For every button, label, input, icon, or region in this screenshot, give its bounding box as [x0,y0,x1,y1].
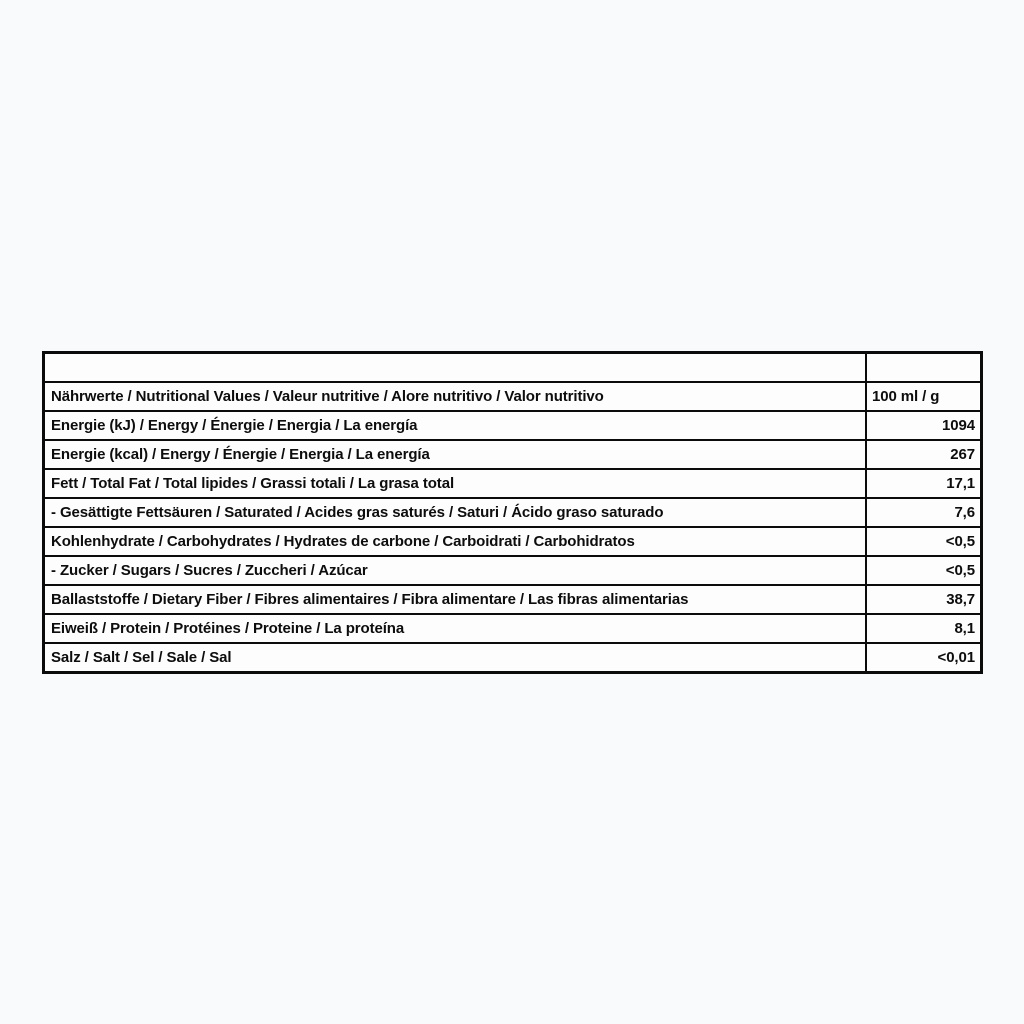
row-label: Energie (kcal) / Energy / Énergie / Energia / La energía [45,441,867,468]
row-label: Eiweiß / Protein / Protéines / Proteine / La proteína [45,615,867,642]
row-label: - Gesättigte Fettsäuren / Saturated / Acides gras saturés / Saturi / Ácido graso saturado [45,499,867,526]
row-value: <0,01 [937,649,975,666]
empty-value-cell [867,354,980,381]
nutrition-table [42,351,983,674]
row-value: 267 [950,446,975,463]
table-row-energy-kj [45,410,980,439]
row-value: 1094 [942,417,975,434]
row-label: Kohlenhydrate / Carbohydrates / Hydrates de carbone / Carboidrati / Carbohidratos [45,528,867,555]
row-value: <0,5 [945,533,975,550]
table-row-carbohydrates [45,526,980,555]
table-row-sugars [45,555,980,584]
table-header-row [45,381,980,410]
table-row-energy-kcal [45,439,980,468]
row-value: 17,1 [946,475,975,492]
row-value: 7,6 [954,504,975,521]
header-label: Nährwerte / Nutritional Values / Valeur nutritive / Alore nutritivo / Valor nutritivo [45,383,867,410]
row-label: Salz / Salt / Sel / Sale / Sal [45,644,867,671]
table-row-empty [45,354,980,381]
empty-label-cell [45,354,867,381]
row-label: - Zucker / Sugars / Sucres / Zuccheri / Azúcar [45,557,867,584]
row-value: 38,7 [946,591,975,608]
table-row-protein [45,613,980,642]
row-label: Energie (kJ) / Energy / Énergie / Energia / La energía [45,412,867,439]
row-label: Ballaststoffe / Dietary Fiber / Fibres alimentaires / Fibra alimentare / Las fibras alimentarias [45,586,867,613]
table-row-fat [45,468,980,497]
table-row-salt [45,642,980,671]
row-label: Fett / Total Fat / Total lipides / Grassi totali / La grasa total [45,470,867,497]
row-value: <0,5 [945,562,975,579]
header-unit: 100 ml / g [872,388,940,405]
table-row-saturated-fat [45,497,980,526]
row-value: 8,1 [954,620,975,637]
table-row-fiber [45,584,980,613]
